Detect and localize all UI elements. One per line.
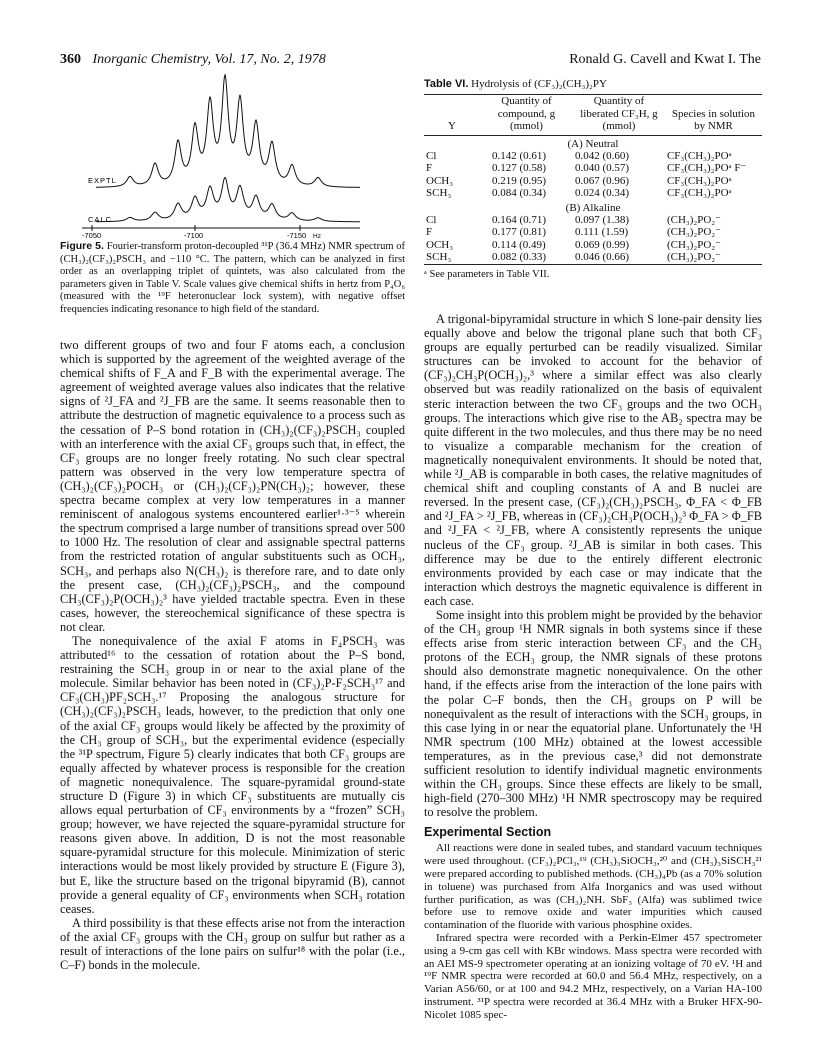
caption-text: Fourier-transform proton-decoupled ³¹P (36.4 MHz) NMR spectrum of (CH₃)₂(CF₃)₂PSCH₃ and −110 °C. The pattern, which can be analyzed in first order as an overlapping triplet of quintets, was also calculated from the parameters given in Table V. Scale values give chemical shifts in hertz from P₄O₆ (measured with the ¹⁹F heteronuclear lock system), with negative offset frequencies indicating resonance to high field of the standard. bbox=[60, 241, 405, 315]
table-row bbox=[424, 251, 762, 264]
table-cell: F bbox=[426, 226, 433, 239]
table-cell: 0.097 (1.38) bbox=[574, 214, 630, 227]
table-section-heading: (A) Neutral bbox=[567, 137, 619, 150]
table-cell: OCH₃ bbox=[426, 174, 454, 187]
table-row bbox=[424, 214, 762, 226]
table-cell: Cl bbox=[426, 214, 437, 227]
body-paragraph: All reactions were done in sealed tubes, and standard vacuum techniques were used throughout. (CF₃)₂PCl₃,¹⁹ (CH₃)₃SiOCH₃,²⁰ and (CH₃)₃SiSCH₃²¹ were prepared according to published methods. (CH₃)₄Pb (as a 70% solution in toluene) was purchased from Alfa Inorganics and was used without further purification, as was (CH₃)₂NH. SbF₃ (Alfa) was sublimed twice before use to remove oxide and water impurities which caused contamination of the fluoride with various phosphine oxides. bbox=[424, 842, 762, 932]
table-header: Quantity of liberated CF₃H, g (mmol) bbox=[580, 95, 658, 133]
calc-trace bbox=[96, 177, 360, 221]
x-axis-unit: Hz bbox=[313, 233, 321, 240]
table-cell: 0.040 (0.57) bbox=[574, 162, 630, 175]
table-label: Table VI. bbox=[424, 78, 469, 90]
table-vi bbox=[424, 78, 762, 281]
table-row bbox=[424, 187, 762, 199]
table-row bbox=[424, 150, 762, 162]
caption-label: Figure 5. bbox=[60, 240, 104, 252]
table-row bbox=[424, 162, 762, 174]
table-caption: Hydrolysis of (CF₃)₂(CH₃)₂PY bbox=[471, 78, 607, 90]
table-cell: 0.042 (0.60) bbox=[574, 150, 630, 163]
body-paragraph: A third possibility is that these effects arise not from the interaction of the axial CF₃ groups with the CH₃ group on sulfur but rather as a result of interactions of the lone pairs on sulfur¹⁸ with the polar (i.e., C–F) bonds in the molecule. bbox=[60, 915, 405, 973]
calc-label: CALC bbox=[88, 215, 113, 224]
running-header-left bbox=[60, 52, 326, 68]
table-cell: 0.177 (0.81) bbox=[492, 226, 547, 239]
x-tick-label: -7150 bbox=[287, 231, 307, 240]
nmr-spectrum-figure bbox=[60, 70, 405, 240]
table-section-heading: (B) Alkaline bbox=[565, 201, 621, 214]
running-header-authors: Ronald G. Cavell and Kwat I. The bbox=[569, 52, 761, 67]
table-title bbox=[424, 78, 762, 90]
body-paragraph: two different groups of two and four F atoms each, a conclusion which is supported by the agreement of the weighted average of the chemical shifts of F_A and F_B with the experimental average. The agreement of weighted average values also indicates that the relative signs of ²J_FA and ²J_FB are the same. It seems reasonable then to attribute the destruction of magnetic equivalence to a process such as the cessation of P–S bond rotation in (CH₃)₂(CF₃)₂PSCH₃ coupled with an interference with the axial CF₃ groups such that, in effect, the CF₃ groups are no longer freely rotating. No such clear spectral pattern was observed in the very low temperature spectra of (CH₃)₂(CF₃)₂POCH₃ or (CH₃)₂(CF₃)₂PN(CH₃)₂; however, these spectra became complex at very low temperatures in a manner reminiscent of analogous systems encountered earlier¹·³⁻⁵ wherein the spectrum comprised a large number of transitions spread over 500 to 1000 Hz. The resolution of clear and assignable spectral patterns from the restricted rotation of angular substituents such as OCH₃, SCH₃, and perhaps also N(CH₃)₂ is therefore rare, and to date only the present case, (CH₃)₂(CF₃)₂PSCH₃, and the compound CH₃(CF₃)₂P(OCH₃)₂³ have yielded tractable spectra. Even in these cases, however, the stereochemical significance of these spectra is not clear. bbox=[60, 338, 405, 634]
body-paragraph: Some insight into this problem might be provided by the behavior of the CH₃ group ¹H NMR signals in both systems since if these effects arise from steric interaction between CF₃ and the CH₃ protons of the ECH₃ group, the NMR signals of these protons should also demonstrate magnetic nonequivalence. On the other hand, if the effects arise from the interaction of the lone pairs with the polar C–F bonds, then the CH₃ groups on P will be nonequivalent as the result of interactions with the SCH₃ groups, in this case lying in or near the equatorial plane. Unfortunately the ¹H NMR spectrum (100 MHz) obtained at the lowest accessible temperatures, as in the previous case,³ did not demonstrate sufficient resolution to identify individual magnetic environments within the CH₃ groups. Since these effects are likely to be small, high-field (270–300 MHz) ¹H NMR spectroscopy may be required to resolve the problem. bbox=[424, 607, 762, 820]
table-cell: (CH₃)₂PO₂⁻ bbox=[666, 226, 721, 239]
table-cell: SCH₃ bbox=[426, 187, 452, 200]
table-header: Species in solution by NMR bbox=[671, 107, 756, 133]
table-row bbox=[424, 226, 762, 238]
body-paragraph: A trigonal-bipyramidal structure in which S lone-pair density lies equally above and below the trigonal plane such that both CF₃ groups are equally perturbed can be readily visualized. Similar structures can be invoked to account for the behavior of (CF₃)₂CH₃P(OCH₃)₂,³ where a similar effect was also clearly observed but was readily rationalized on the basis of equivalent steric interaction between the two CF₃ groups and the two OCH₃ groups. The interactions which give rise to the AB₂ spectra may be quite different in the two molecules, and thus there may be no need to visualize a comparable mechanism for the creation of magnetically nonequivalent environments. It should be noted that, while ²J_AB is comparable in both cases, the relative magnitudes of chemical shift and coupling constants of A and B nuclei are reversed. In the present case, (CF₃)₂(CH₃)₂PSCH₃, Φ_FA < Φ_FB and ²J_FA > ²J_FB, whereas in (CF₃)₂CH₃P(OCH₃)₂³ Φ_FA > Φ_FB and ²J_FA < ²J_FB, where A consistently represents the unique nucleus of the CF₃ group. ²J_AB is similar in both cases. This difference may be due to the entirely different electronic environments provided by each case or may indicate that the interaction which destroys the magnetic equivalence is different in each case. bbox=[424, 312, 762, 608]
table-header: Y bbox=[448, 120, 456, 133]
table-cell: 0.046 (0.66) bbox=[574, 251, 630, 264]
table-cell: 0.067 (0.96) bbox=[574, 174, 630, 187]
right-column bbox=[424, 312, 762, 1022]
table-cell: 0.114 (0.49) bbox=[492, 238, 546, 251]
body-paragraph: The nonequivalence of the axial F atoms in F₄PSCH₃ was attributed¹⁶ to the cessation of rotation about the P–S bond, restraining the SCH₃ group in or near to the axial plane of the molecule. Similar behavior has been noted in (CF₃)₂P-F₂SCH₃¹⁷ and CF₃(CH₃)PF₂SCH₃.¹⁷ Proposing the analogous structure for (CH₃)₂(CF₃)₂PSCH₃ leads, however, to the prediction that only one of the axial CF₃ groups would likely be affected by the proximity of the CH₃ group of SCH₃, but the experimental evidence (especially the ³¹P spectrum, Figure 5) clearly indicates that both CF₃ groups are equally affected by whatever process is responsible for the creation of magnetic nonequivalence. The square-pyramidal ground-state structure D (Figure 3) in which CF₃ substituents are mutually cis allows equal perturbation of CF₃ environments by a “frozen” SCH₃ group; however, we have rejected the square-pyramidal structure for reasons given above. In addition, D is not the most reasonable square-pyramidal structure for this molecule. Minimization of steric interactions would be most likely provided by structure E (Figure 3), but E, like the structure based on the trigonal bipyramid (B), cannot provide a general equality of CF₃ environments when SCH₃ rotation ceases. bbox=[60, 633, 405, 916]
table-footnote: ᵃ See parameters in Table VII. bbox=[424, 268, 550, 280]
table-cell: 0.069 (0.99) bbox=[574, 238, 630, 251]
table-cell: 0.142 (0.61) bbox=[492, 150, 547, 163]
x-tick-label: -7050 bbox=[82, 231, 102, 240]
table-cell: 0.219 (0.95) bbox=[492, 174, 547, 187]
table-cell: CF₃(CH₃)₂POᵃ bbox=[666, 187, 732, 200]
table-cell: F bbox=[426, 162, 433, 175]
hydrolysis-table bbox=[424, 94, 762, 264]
table-cell: CF₃(CH₃)₂POᵃ F⁻ bbox=[666, 162, 747, 175]
table-cell: 0.082 (0.33) bbox=[492, 251, 547, 264]
table-cell: CF₃(CH₃)₂POᵃ bbox=[666, 150, 732, 163]
table-cell: SCH₃ bbox=[426, 251, 452, 264]
table-cell: (CH₃)₂PO₂⁻ bbox=[666, 238, 721, 251]
table-cell: (CH₃)₂PO₂⁻ bbox=[666, 214, 721, 227]
table-header: Quantity of compound, g (mmol) bbox=[497, 95, 556, 133]
table-cell: (CH₃)₂PO₂⁻ bbox=[666, 251, 721, 264]
journal-citation: Inorganic Chemistry, Vol. 17, No. 2, 1978 bbox=[92, 52, 326, 67]
left-column bbox=[60, 338, 405, 972]
figure-caption bbox=[60, 240, 405, 317]
table-cell: Cl bbox=[426, 150, 437, 163]
section-heading: Experimental Section bbox=[424, 825, 552, 840]
page-number: 360 bbox=[60, 52, 81, 67]
table-cell: 0.024 (0.34) bbox=[574, 187, 630, 200]
x-tick-label: -7100 bbox=[184, 231, 204, 240]
table-row bbox=[424, 175, 762, 187]
table-cell: 0.111 (1.59) bbox=[574, 226, 629, 239]
table-cell: CF₃(CH₃)₂POᵃ bbox=[666, 174, 732, 187]
table-row bbox=[424, 239, 762, 251]
exptl-label: EXPTL bbox=[88, 176, 117, 185]
body-paragraph: Infrared spectra were recorded with a Perkin-Elmer 457 spectrometer using a 9-cm gas cell with KBr windows. Mass spectra were recorded with an AEI MS-9 spectrometer operating at an ionizing voltage of 70 eV. ¹H and ¹⁹F NMR spectra were recorded at 60.0 and 56.4 MHz, respectively, on a Varian A56/60, or at 100 and 94.2 MHz, respectively, on a Varian HA-100 instrument. ³¹P spectra were recorded at 36.4 MHz with a Bruker HFX-90-Nicolet 1085 spec- bbox=[424, 932, 762, 1021]
exptl-trace bbox=[96, 75, 360, 188]
table-cell: 0.127 (0.58) bbox=[492, 162, 547, 175]
table-cell: 0.084 (0.34) bbox=[492, 187, 547, 200]
table-cell: OCH₃ bbox=[426, 238, 454, 251]
table-cell: 0.164 (0.71) bbox=[492, 214, 547, 227]
